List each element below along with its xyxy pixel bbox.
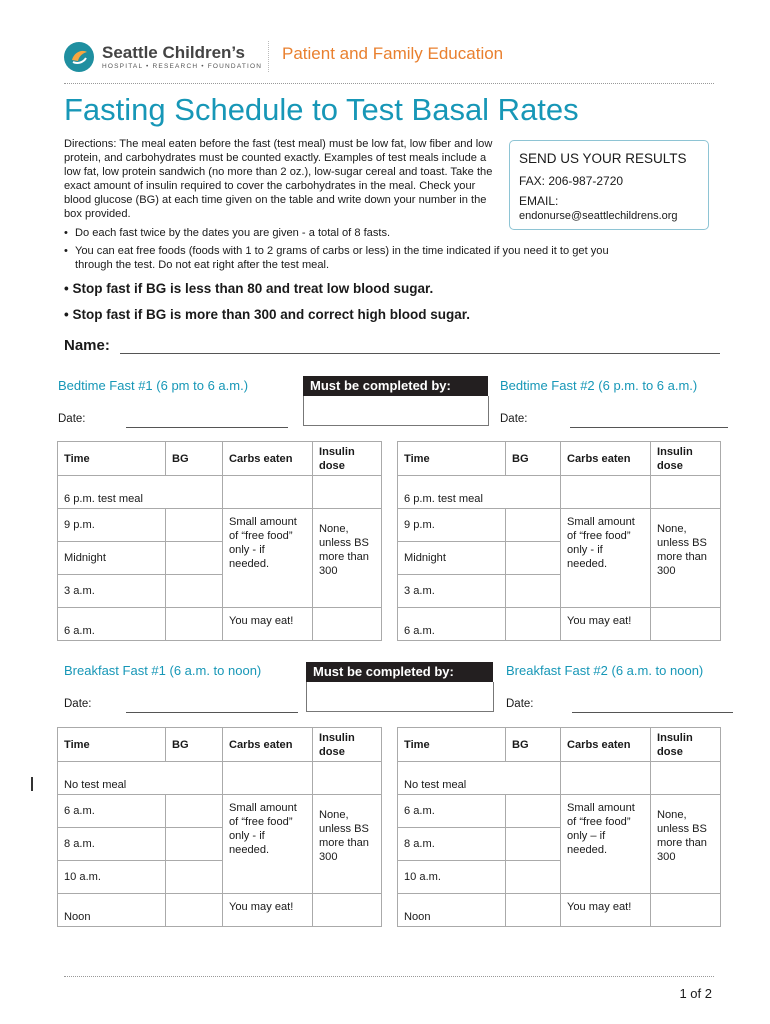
carbs-cell[interactable] xyxy=(223,762,313,795)
insulin-cell[interactable] xyxy=(651,608,721,641)
insulin-cell[interactable] xyxy=(313,476,382,509)
bg-cell[interactable] xyxy=(506,795,561,828)
col-carbs: Carbs eaten xyxy=(561,728,651,762)
time-cell: 9 p.m. xyxy=(58,509,166,542)
insulin-cell[interactable] xyxy=(651,762,721,795)
carbs-cell[interactable] xyxy=(561,476,651,509)
breakfast-fast-2-date-label: Date: xyxy=(506,698,534,710)
bullet-item: • You can eat free foods (foods with 1 to 2 grams of carbs or less) in the time indicated if you need it to get you xyxy=(64,245,609,257)
col-bg: BG xyxy=(506,728,561,762)
org-subtitle: HOSPITAL • RESEARCH • FOUNDATION xyxy=(102,62,263,70)
header-rule xyxy=(64,83,714,84)
bedtime-fast-1-date-field[interactable] xyxy=(126,427,288,428)
name-label: Name: xyxy=(64,337,110,354)
bedtime-fast-2-heading: Bedtime Fast #2 (6 p.m. to 6 a.m.) xyxy=(500,378,698,393)
time-cell: 6 a.m. xyxy=(398,795,506,828)
bedtime-fast-2-table xyxy=(397,441,721,641)
bg-cell[interactable] xyxy=(166,575,223,608)
breakfast-completion-date-field[interactable] xyxy=(306,682,494,712)
bedtime-completion-date-field[interactable] xyxy=(303,396,489,426)
time-test-meal: No test meal xyxy=(58,762,223,795)
insulin-note: None, unless BS more than 300 xyxy=(651,509,721,608)
free-food-note: Small amount of “free food” only - if needed. xyxy=(561,509,651,608)
bg-cell[interactable] xyxy=(166,795,223,828)
bedtime-fast-2-date-label: Date: xyxy=(500,413,528,425)
bg-cell[interactable] xyxy=(166,509,223,542)
send-results-box xyxy=(509,140,709,230)
time-cell: 8 a.m. xyxy=(398,828,506,861)
insulin-cell[interactable] xyxy=(313,762,382,795)
time-cell: 6 a.m. xyxy=(398,608,506,641)
bg-cell[interactable] xyxy=(506,861,561,894)
stop-fast-low-bullet: • Stop fast if BG is less than 80 and treat low blood sugar. xyxy=(64,281,434,296)
time-cell: 10 a.m. xyxy=(398,861,506,894)
col-time: Time xyxy=(398,442,506,476)
footer-rule xyxy=(64,976,714,977)
time-test-meal: No test meal xyxy=(398,762,561,795)
time-cell: Midnight xyxy=(58,542,166,575)
insulin-note: None, unless BS more than 300 xyxy=(313,795,382,894)
carbs-cell[interactable] xyxy=(223,476,313,509)
col-time: Time xyxy=(398,728,506,762)
org-name: Seattle Children’s xyxy=(102,42,245,62)
col-carbs: Carbs eaten xyxy=(223,442,313,476)
breakfast-fast-1-heading: Breakfast Fast #1 (6 a.m. to noon) xyxy=(64,663,262,678)
bg-cell[interactable] xyxy=(506,828,561,861)
insulin-cell[interactable] xyxy=(651,476,721,509)
logo xyxy=(64,40,262,74)
insulin-cell[interactable] xyxy=(651,894,721,927)
bg-cell[interactable] xyxy=(506,608,561,641)
bg-cell[interactable] xyxy=(166,608,223,641)
may-eat-note: You may eat! xyxy=(561,608,651,641)
email-address: endonurse@seattlechildrens.org xyxy=(519,210,678,222)
bg-cell[interactable] xyxy=(166,828,223,861)
header-divider xyxy=(268,41,270,72)
name-field[interactable] xyxy=(120,353,720,354)
breakfast-fast-2-heading: Breakfast Fast #2 (6 a.m. to noon) xyxy=(506,663,704,678)
bedtime-fast-1-table xyxy=(57,441,382,641)
breakfast-fast-1-date-field[interactable] xyxy=(126,712,298,713)
margin-mark xyxy=(31,777,33,791)
bedtime-fast-1-date-label: Date: xyxy=(58,413,86,425)
bg-cell[interactable] xyxy=(506,575,561,608)
insulin-cell[interactable] xyxy=(313,894,382,927)
col-carbs: Carbs eaten xyxy=(223,728,313,762)
bullet-item-continued: through the test. Do not eat right after the test meal. xyxy=(75,259,330,271)
bedtime-must-be-completed: Must be completed by: xyxy=(303,376,488,396)
col-insulin: Insulin dose xyxy=(313,728,382,762)
bedtime-fast-2-date-field[interactable] xyxy=(570,427,728,428)
col-insulin: Insulin dose xyxy=(651,442,721,476)
col-time: Time xyxy=(58,728,166,762)
time-test-meal: 6 p.m. test meal xyxy=(58,476,223,509)
breakfast-fast-1-date-label: Date: xyxy=(64,698,92,710)
bg-cell[interactable] xyxy=(506,542,561,575)
free-food-note: Small amount of “free food” only - if needed. xyxy=(223,509,313,608)
send-results-heading: SEND US YOUR RESULTS xyxy=(519,151,687,166)
time-cell: Midnight xyxy=(398,542,506,575)
may-eat-note: You may eat! xyxy=(223,894,313,927)
col-bg: BG xyxy=(166,442,223,476)
free-food-note: Small amount of “free food” only – if needed. xyxy=(561,795,651,894)
bullet-item: • Do each fast twice by the dates you are given - a total of 8 fasts. xyxy=(64,227,391,239)
time-cell: 3 a.m. xyxy=(398,575,506,608)
bedtime-fast-1-heading: Bedtime Fast #1 (6 pm to 6 a.m.) xyxy=(58,378,249,393)
logo-mark-icon xyxy=(64,42,94,72)
time-cell: Noon xyxy=(58,894,166,927)
col-insulin: Insulin dose xyxy=(651,728,721,762)
carbs-cell[interactable] xyxy=(561,762,651,795)
time-cell: 3 a.m. xyxy=(58,575,166,608)
bg-cell[interactable] xyxy=(506,894,561,927)
may-eat-note: You may eat! xyxy=(561,894,651,927)
breakfast-must-be-completed: Must be completed by: xyxy=(306,662,493,682)
insulin-note: None, unless BS more than 300 xyxy=(313,509,382,608)
col-insulin: Insulin dose xyxy=(313,442,382,476)
time-cell: 9 p.m. xyxy=(398,509,506,542)
stop-fast-high-bullet: • Stop fast if BG is more than 300 and correct high blood sugar. xyxy=(64,307,471,322)
page-title: Fasting Schedule to Test Basal Rates xyxy=(64,92,579,127)
bg-cell[interactable] xyxy=(166,542,223,575)
breakfast-fast-2-date-field[interactable] xyxy=(572,712,733,713)
fax-number: FAX: 206-987-2720 xyxy=(519,174,624,188)
time-cell: 6 a.m. xyxy=(58,608,166,641)
time-test-meal: 6 p.m. test meal xyxy=(398,476,561,509)
col-bg: BG xyxy=(506,442,561,476)
col-time: Time xyxy=(58,442,166,476)
bg-cell[interactable] xyxy=(166,894,223,927)
page-number: 1 of 2 xyxy=(679,986,712,1001)
bg-cell[interactable] xyxy=(506,509,561,542)
insulin-cell[interactable] xyxy=(313,608,382,641)
breakfast-fast-1-table xyxy=(57,727,382,927)
insulin-note: None, unless BS more than 300 xyxy=(651,795,721,894)
email-label: EMAIL: xyxy=(519,194,559,208)
directions-text: Directions: The meal eaten before the fast (test meal) must be low fat, low fiber and low protein, and carbohydrates must be counted exactly. Examples of test meals include a low fat, low protein sandwich (no more than 2 oz.), low-sugar cereal and toast. Take the exact amount of insulin required to cover the carbohydrates in the meal. Check your blood glucose (BG) at each time given on the table and write down your number in the box provided. xyxy=(64,138,493,220)
may-eat-note: You may eat! xyxy=(223,608,313,641)
bg-cell[interactable] xyxy=(166,861,223,894)
time-cell: 6 a.m. xyxy=(58,795,166,828)
col-bg: BG xyxy=(166,728,223,762)
time-cell: 10 a.m. xyxy=(58,861,166,894)
breakfast-fast-2-table xyxy=(397,727,721,927)
time-cell: Noon xyxy=(398,894,506,927)
free-food-note: Small amount of “free food” only - if needed. xyxy=(223,795,313,894)
time-cell: 8 a.m. xyxy=(58,828,166,861)
col-carbs: Carbs eaten xyxy=(561,442,651,476)
department-label: Patient and Family Education xyxy=(282,44,504,63)
